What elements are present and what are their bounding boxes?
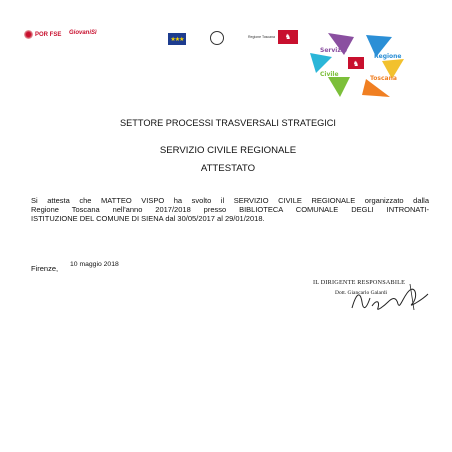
issue-date: 10 maggio 2018 bbox=[70, 261, 119, 268]
star-icon bbox=[24, 30, 33, 39]
document-title: ATTESTATO bbox=[200, 163, 256, 174]
signer-name: Dott. Giancarlo Galardi bbox=[335, 290, 388, 296]
pegasus-flag-icon: ♞ bbox=[278, 30, 298, 44]
body-line-1: Si attesta che MATTEO VISPO ha svolto il SERVIZIO CIVILE REGIONALE organizzato dalla bbox=[31, 196, 429, 205]
place-label: Firenze, bbox=[31, 264, 59, 273]
handwritten-signature bbox=[348, 280, 432, 316]
svg-text:♞: ♞ bbox=[352, 61, 360, 68]
eu-flag-icon: ★★★ bbox=[168, 33, 186, 45]
toscana-word: Toscana bbox=[370, 75, 397, 82]
sector-heading: SETTORE PROCESSI TRASVERSALI STRATEGICI bbox=[120, 118, 336, 128]
regione-toscana-caption: Regione Toscana bbox=[248, 35, 275, 39]
signer-role: IL DIRIGENTE RESPONSABILE bbox=[313, 279, 406, 286]
pinwheel-icon bbox=[310, 31, 404, 99]
servizio-civile-logo bbox=[310, 31, 404, 99]
service-heading: SERVIZIO CIVILE REGIONALE bbox=[159, 145, 297, 156]
body-line-3: ISTITUZIONE DEL COMUNE DI SIENA dal 30/05/2017 al 29/01/2018. bbox=[31, 214, 265, 223]
italian-republic-emblem-icon bbox=[210, 31, 224, 45]
regione-toscana-logo bbox=[248, 30, 298, 44]
por-fse-logo bbox=[24, 30, 61, 39]
giovanisi-logo: GiovaniSì bbox=[69, 30, 97, 36]
certificate-body bbox=[31, 196, 429, 223]
regione-word: Regione bbox=[374, 53, 402, 60]
por-fse-label: POR FSE bbox=[35, 31, 62, 38]
servizio-word: Servizio bbox=[320, 47, 347, 54]
body-line-2: Regione Toscana nell'anno 2017/2018 presso BIBLIOTECA COMUNALE DEGLI INTRONATI- bbox=[31, 205, 429, 214]
civile-word: Civile bbox=[320, 71, 339, 78]
